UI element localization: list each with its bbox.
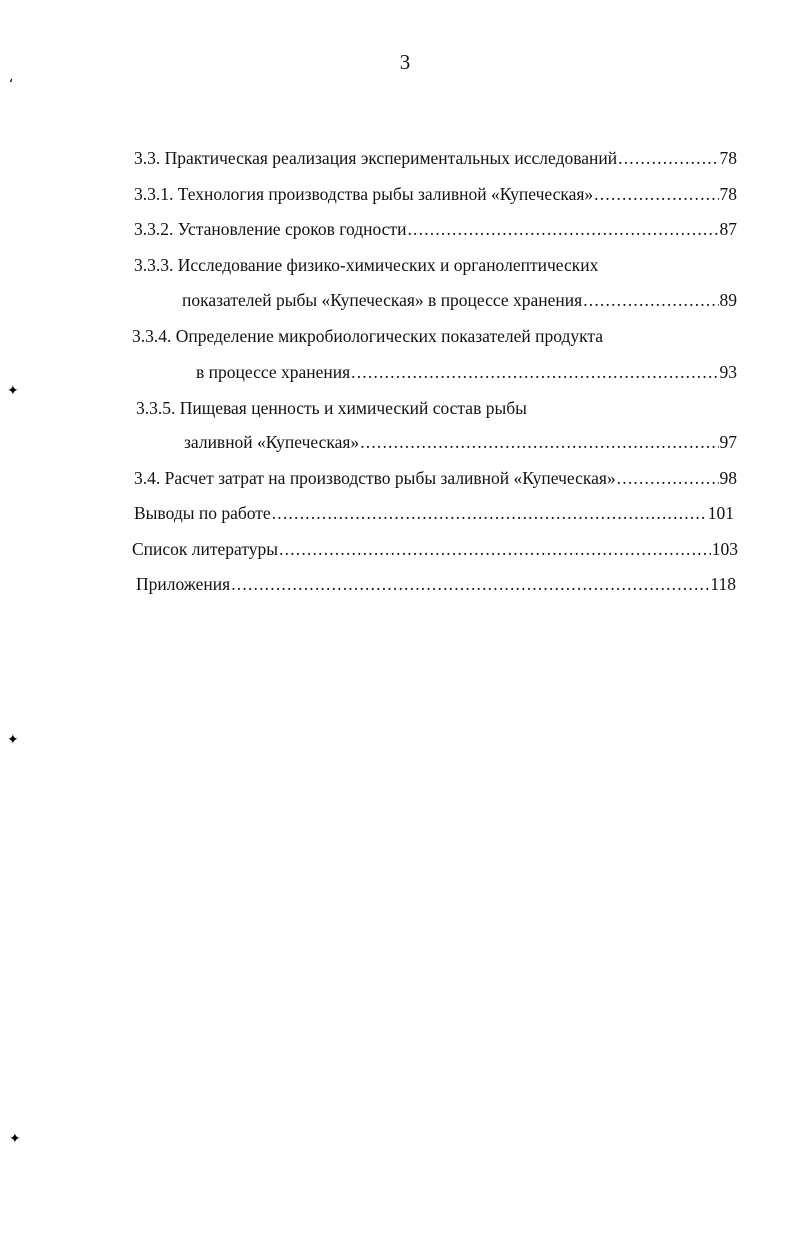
toc-entry (134, 467, 737, 489)
toc-entry-label: Приложения (136, 574, 231, 594)
toc-entry-label: заливной «Купеческая» (184, 432, 360, 452)
dot-leader (618, 147, 718, 169)
toc-entry-label: 3.4. Расчет затрат на производство рыбы заливной «Купеческая» (134, 468, 616, 488)
toc-entry (134, 254, 737, 276)
toc-entry-label: Выводы по работе (134, 503, 271, 523)
dot-leader (231, 573, 709, 595)
scan-mark: ʻ (9, 77, 14, 93)
toc-entry-page: 87 (719, 219, 737, 239)
toc-entry-page: 78 (719, 184, 737, 204)
dot-leader (594, 183, 718, 205)
toc-entry (134, 218, 737, 240)
scan-mark: ✦ (9, 1131, 21, 1147)
dot-leader (617, 467, 719, 489)
toc-entry-label: Список литературы (132, 539, 279, 559)
toc-entry (134, 183, 737, 205)
toc-entry-label: 3.3. Практическая реализация экспериментальных исследований (134, 148, 618, 168)
toc-entry-label: 3.3.1. Технология производства рыбы заливной «Купеческая» (134, 184, 594, 204)
toc-entry-page: 93 (719, 362, 737, 382)
toc-entry-label: 3.3.3. Исследование физико-химических и органолептических (134, 255, 599, 275)
dot-leader (407, 218, 718, 240)
toc-entry (136, 397, 737, 419)
dot-leader (360, 431, 718, 453)
toc-entry-page: 98 (719, 468, 737, 488)
toc-entry-continuation (196, 361, 737, 383)
toc-entry-continuation (184, 431, 737, 453)
dot-leader (279, 538, 711, 560)
toc-entry-page: 78 (719, 148, 737, 168)
toc-entry-page: 103 (711, 539, 738, 559)
toc-entry (134, 147, 737, 169)
toc-entry-label: в процессе хранения (196, 362, 351, 382)
page-number: 3 (399, 50, 411, 74)
dot-leader (272, 502, 707, 524)
toc-entry (132, 538, 738, 560)
scan-mark: ✦ (7, 383, 19, 399)
dot-leader (351, 361, 718, 383)
toc-entry-page: 97 (719, 432, 737, 452)
toc-entry (132, 325, 737, 347)
toc-entry (136, 573, 736, 595)
toc-entry-page: 118 (710, 574, 736, 594)
scan-mark: ✦ (7, 732, 19, 748)
toc-entry-label: 3.3.2. Установление сроков годности (134, 219, 407, 239)
toc-entry (134, 502, 734, 524)
toc-entry-label: 3.3.5. Пищевая ценность и химический состав рыбы (136, 398, 527, 418)
dot-leader (583, 289, 718, 311)
toc-entry-label: 3.3.4. Определение микробиологических показателей продукта (132, 326, 604, 346)
toc-entry-page: 89 (719, 290, 737, 310)
toc-entry-page: 101 (707, 503, 734, 523)
toc-entry-label: показателей рыбы «Купеческая» в процессе хранения (182, 290, 583, 310)
toc-entry-continuation (182, 289, 737, 311)
